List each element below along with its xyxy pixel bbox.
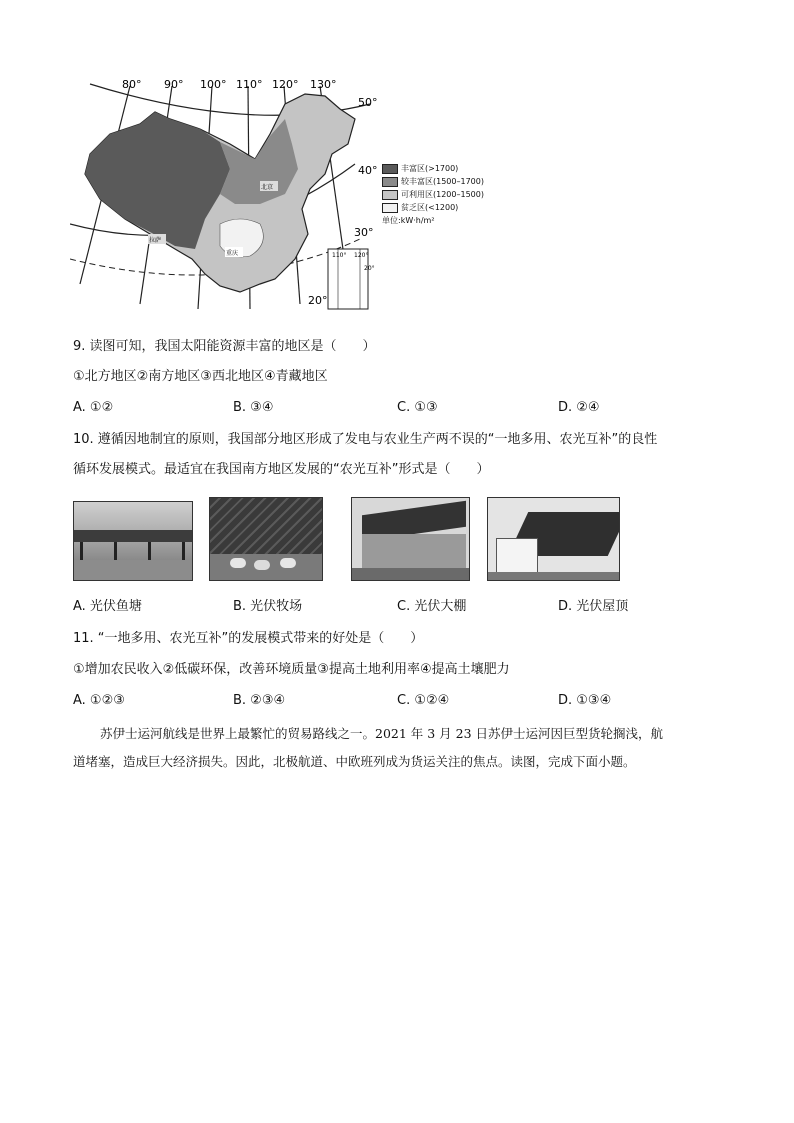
legend-label: 贫乏区(<1200) bbox=[401, 203, 459, 212]
q9-option-d[interactable]: D. ②④ bbox=[558, 400, 600, 415]
map-legend bbox=[382, 162, 512, 226]
solar-resource-map bbox=[70, 74, 510, 320]
q11-stem: 11. “一地多用、农光互补”的发展模式带来的好处是（ ） bbox=[73, 631, 424, 646]
legend-swatch bbox=[382, 190, 398, 200]
city-label-beijing: 北京 bbox=[261, 184, 274, 191]
legend-item bbox=[382, 201, 512, 214]
lon-label: 110° bbox=[236, 78, 263, 91]
legend-swatch bbox=[382, 203, 398, 213]
inset-label: 20° bbox=[364, 265, 375, 272]
q10-stem-line2: 循环发展模式。最适宜在我国南方地区发展的“农光互补”形式是（ ） bbox=[73, 462, 490, 477]
q9-stem: 9. 读图可知，我国太阳能资源丰富的地区是（ ） bbox=[73, 339, 376, 354]
q10-option-b[interactable]: B. 光伏牧场 bbox=[233, 599, 303, 614]
inset-label: 120° bbox=[354, 252, 369, 259]
q11-option-a[interactable]: A. ①②③ bbox=[73, 693, 125, 708]
q10-option-c[interactable]: C. 光伏大棚 bbox=[397, 599, 467, 614]
legend-unit: 单位:kW·h/m² bbox=[382, 216, 435, 225]
lon-label: 120° bbox=[272, 78, 299, 91]
q11-option-d[interactable]: D. ①③④ bbox=[558, 693, 612, 708]
lat-label: 40° bbox=[358, 164, 378, 177]
legend-label: 丰富区(>1700) bbox=[401, 164, 459, 173]
lon-label: 90° bbox=[164, 78, 184, 91]
q11-option-b[interactable]: B. ②③④ bbox=[233, 693, 286, 708]
q9-option-a[interactable]: A. ①② bbox=[73, 400, 114, 415]
legend-item bbox=[382, 175, 512, 188]
q9-option-b[interactable]: B. ③④ bbox=[233, 400, 274, 415]
city-label-chongqing: 重庆 bbox=[226, 250, 239, 257]
photo-pv-pasture bbox=[209, 497, 323, 581]
legend-label: 可利用区(1200–1500) bbox=[401, 190, 484, 199]
passage-line2: 道堵塞，造成巨大经济损失。因此，北极航道、中欧班列成为货运关注的焦点。读图，完成下面小题。 bbox=[73, 754, 636, 769]
legend-item bbox=[382, 188, 512, 201]
q11-items: ①增加农民收入②低碳环保，改善环境质量③提高土地利用率④提高土壤肥力 bbox=[73, 662, 510, 677]
q10-option-d[interactable]: D. 光伏屋顶 bbox=[558, 599, 629, 614]
inset-label: 110° bbox=[332, 252, 347, 259]
lon-label: 80° bbox=[122, 78, 142, 91]
photo-pv-greenhouse bbox=[351, 497, 470, 581]
legend-label: 较丰富区(1500–1700) bbox=[401, 177, 484, 186]
legend-swatch bbox=[382, 177, 398, 187]
photo-pv-rooftop bbox=[487, 497, 620, 581]
lat-label: 30° bbox=[354, 226, 374, 239]
q9-items: ①北方地区②南方地区③西北地区④青藏地区 bbox=[73, 369, 328, 384]
q10-stem-line1: 10. 遵循因地制宜的原则，我国部分地区形成了发电与农业生产两不误的“一地多用、农光互补”的良性 bbox=[73, 432, 658, 447]
legend-swatch bbox=[382, 164, 398, 174]
q9-option-c[interactable]: C. ①③ bbox=[397, 400, 438, 415]
q11-option-c[interactable]: C. ①②④ bbox=[397, 693, 450, 708]
lat-label: 20° bbox=[308, 294, 328, 307]
legend-item bbox=[382, 162, 512, 175]
lon-label: 130° bbox=[310, 78, 337, 91]
photo-pv-fishpond bbox=[73, 501, 193, 581]
lon-label: 100° bbox=[200, 78, 227, 91]
lat-label: 50° bbox=[358, 96, 378, 109]
passage-line1: 苏伊士运河航线是世界上最繁忙的贸易路线之一。2021 年 3 月 23 日苏伊士运河因巨型货轮搁浅，航 bbox=[100, 726, 664, 741]
city-label-lhasa: 拉萨 bbox=[149, 237, 162, 244]
q10-option-a[interactable]: A. 光伏鱼塘 bbox=[73, 599, 142, 614]
